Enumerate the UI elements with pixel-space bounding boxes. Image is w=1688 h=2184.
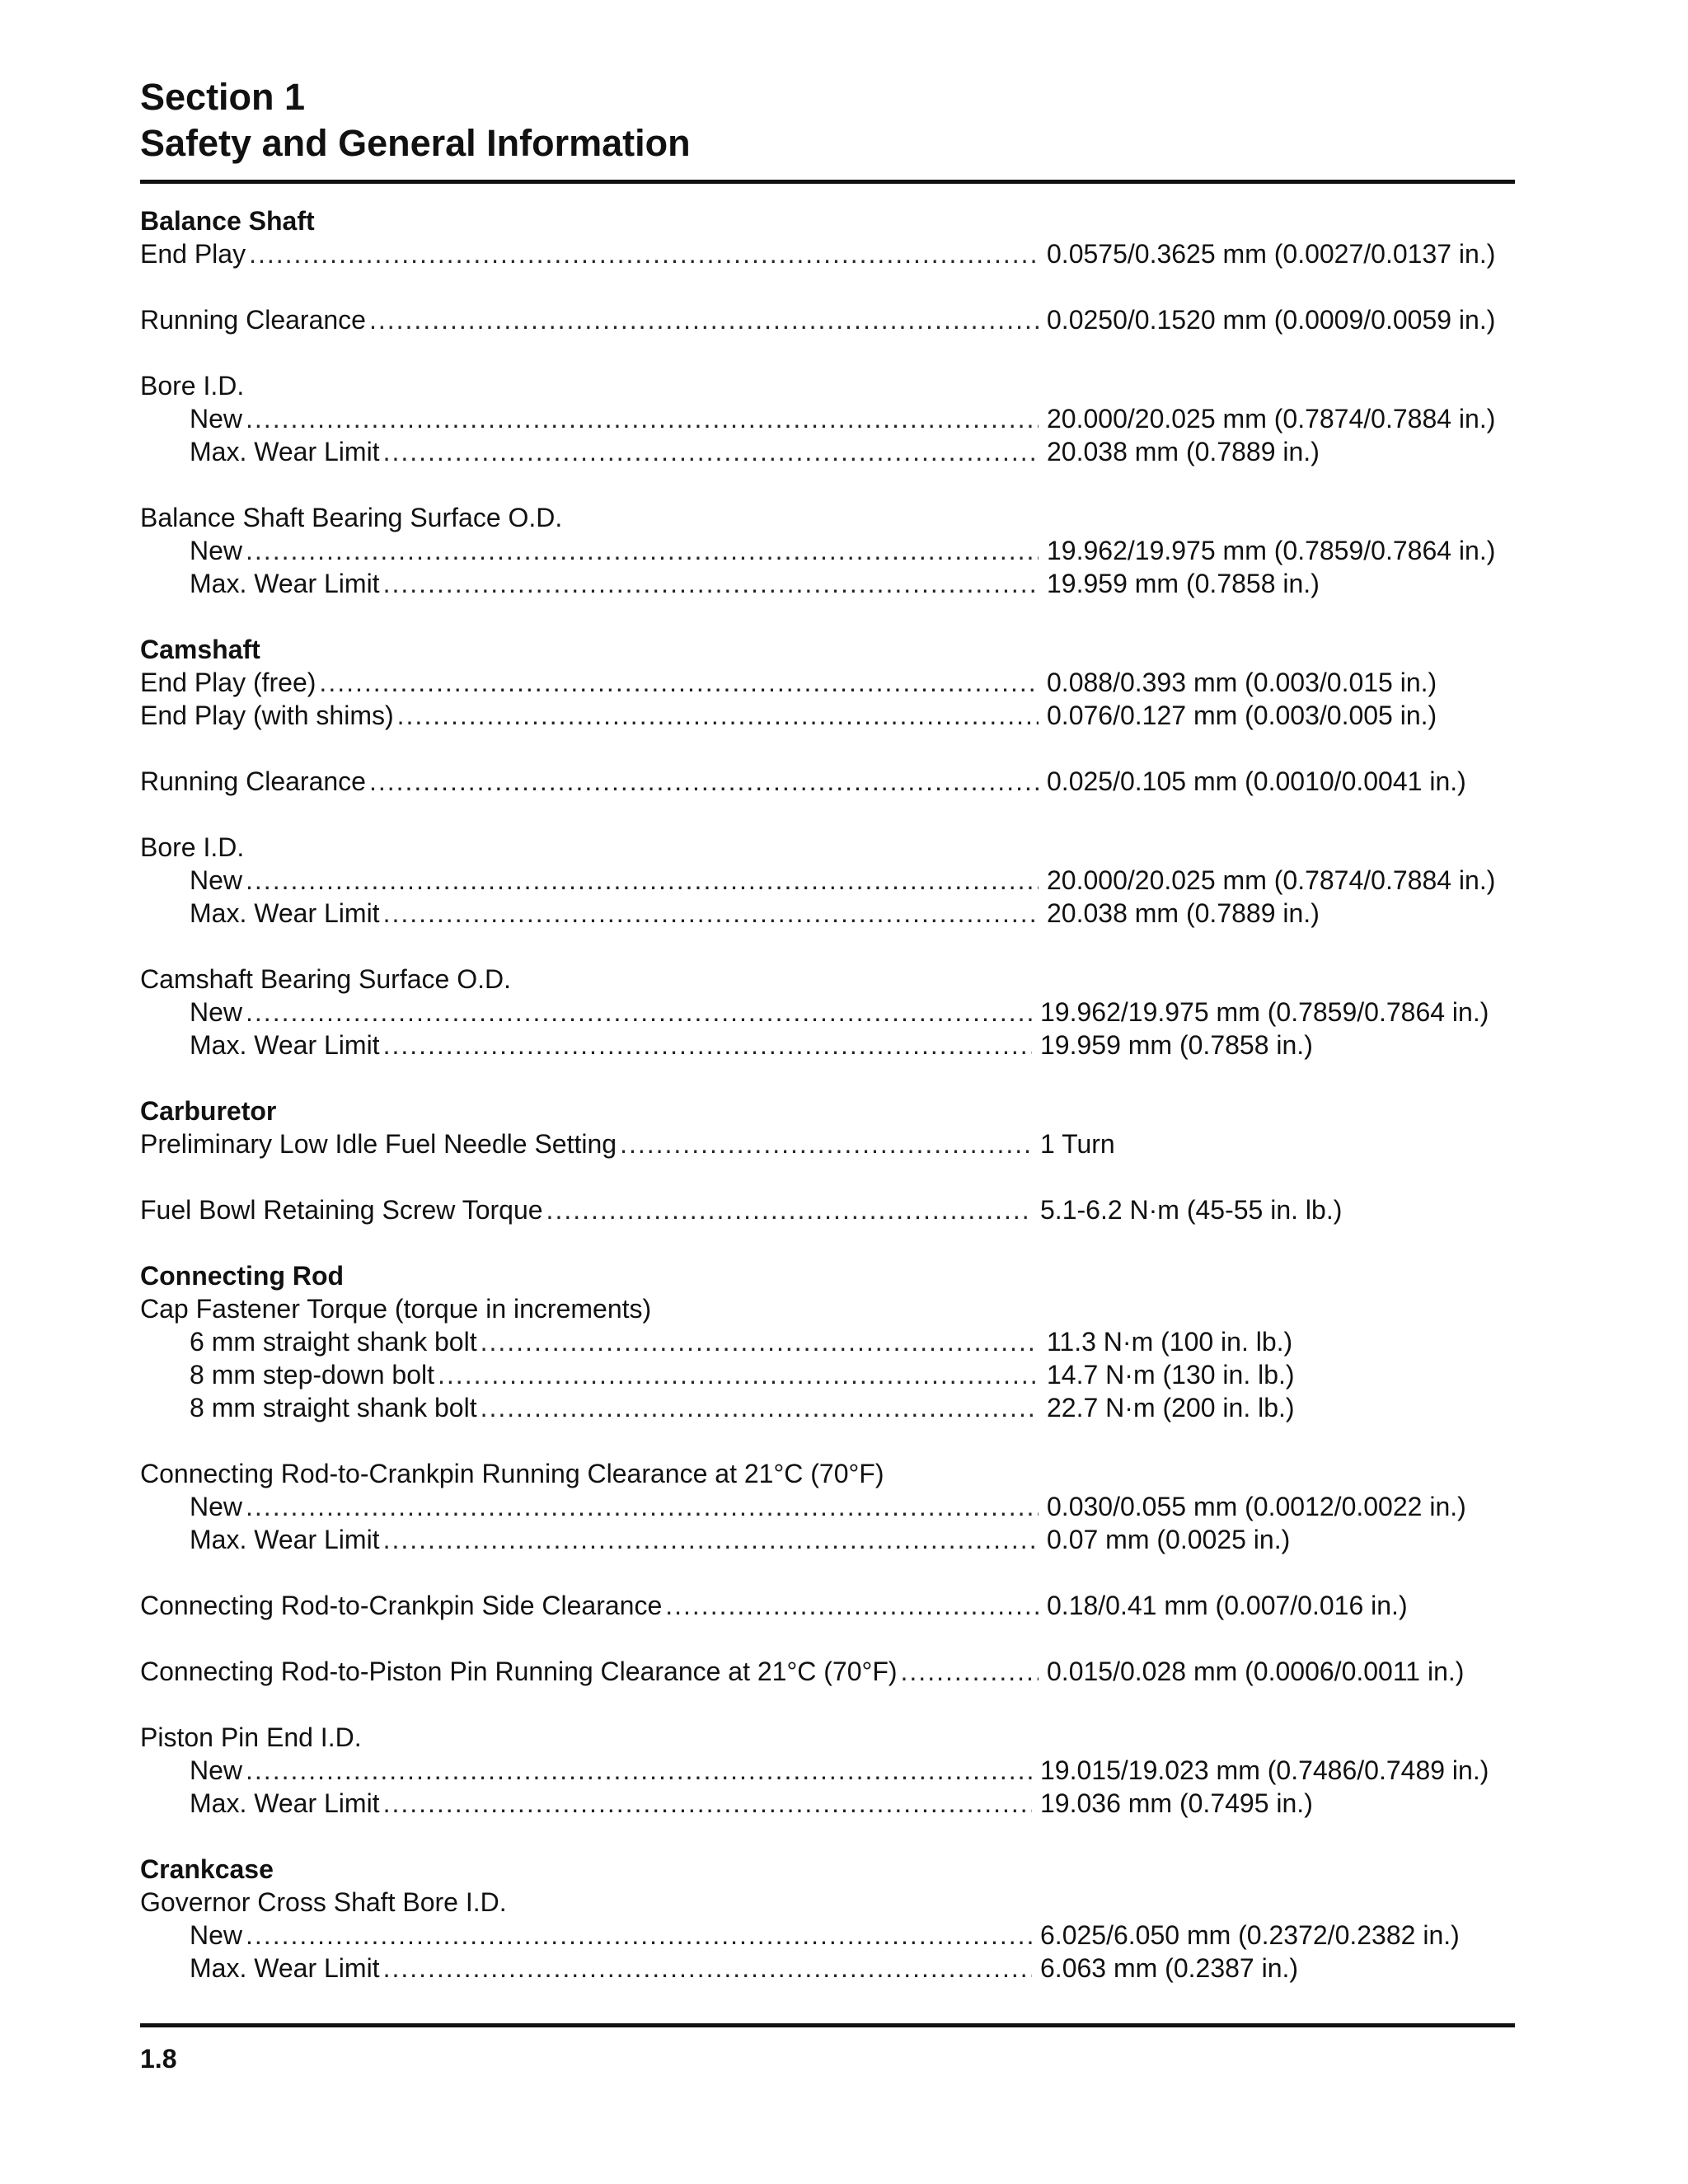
spec-value: 19.959 mm (0.7858 in.) <box>1047 569 1320 598</box>
leader-dots <box>369 303 1039 336</box>
spec-list <box>140 204 1525 1985</box>
spec-value: 0.07 mm (0.0025 in.) <box>1047 1525 1291 1554</box>
spec-label: Running Clearance <box>140 766 366 796</box>
spec-value: 19.015/19.023 mm (0.7486/0.7489 in.) <box>1040 1755 1489 1785</box>
spec-row <box>140 1325 1525 1358</box>
spec-label: End Play <box>140 239 246 269</box>
spec-value: 19.962/19.975 mm (0.7859/0.7864 in.) <box>1047 536 1496 565</box>
spec-row <box>140 897 1525 930</box>
heading-balance-shaft: Balance Shaft <box>140 206 315 236</box>
spec-row <box>140 534 1525 567</box>
spec-value: 22.7 N·m (200 in. lb.) <box>1047 1393 1295 1422</box>
spec-value: 5.1-6.2 N·m (45-55 in. lb.) <box>1040 1195 1343 1225</box>
spec-label: New <box>190 536 243 565</box>
spec-label: New <box>190 1920 243 1950</box>
leader-dots <box>481 1391 1039 1424</box>
spec-label: New <box>190 997 243 1027</box>
spec-row <box>140 237 1525 270</box>
leader-dots <box>481 1325 1039 1358</box>
spec-row <box>140 1127 1525 1160</box>
leader-dots <box>246 534 1039 567</box>
heading-camshaft: Camshaft <box>140 635 260 664</box>
leader-dots <box>546 1193 1032 1226</box>
spec-row <box>140 996 1525 1029</box>
leader-dots <box>246 1490 1039 1523</box>
spec-value: 19.036 mm (0.7495 in.) <box>1040 1788 1313 1818</box>
spec-label: 8 mm step-down bolt <box>190 1360 435 1390</box>
spec-label: New <box>190 1755 243 1785</box>
page-title <box>140 74 691 166</box>
spec-row <box>140 435 1525 468</box>
spec-value: 19.959 mm (0.7858 in.) <box>1040 1030 1313 1060</box>
spec-row <box>140 765 1525 798</box>
spec-label: Running Clearance <box>140 305 366 335</box>
spec-label: Fuel Bowl Retaining Screw Torque <box>140 1195 543 1225</box>
spec-label: End Play (free) <box>140 668 316 697</box>
leader-dots <box>383 435 1039 468</box>
spec-label: New <box>190 1492 243 1521</box>
section-title: Safety and General Information <box>140 122 691 164</box>
spec-group-label: Camshaft Bearing Surface O.D. <box>140 964 511 994</box>
spec-row <box>140 402 1525 435</box>
spec-row <box>140 1391 1525 1424</box>
leader-dots <box>369 765 1039 798</box>
spec-label: New <box>190 404 243 434</box>
section-number: Section 1 <box>140 76 306 118</box>
spec-row <box>140 567 1525 600</box>
leader-dots <box>383 1523 1039 1556</box>
spec-label: Connecting Rod-to-Crankpin Side Clearance <box>140 1591 663 1620</box>
spec-label: Max. Wear Limit <box>190 898 380 928</box>
spec-label: 6 mm straight shank bolt <box>190 1327 477 1357</box>
spec-row <box>140 864 1525 897</box>
spec-group-label: Piston Pin End I.D. <box>140 1722 362 1752</box>
leader-dots <box>397 699 1039 732</box>
spec-label: Preliminary Low Idle Fuel Needle Setting <box>140 1129 617 1159</box>
spec-label: Max. Wear Limit <box>190 1030 380 1060</box>
spec-value: 1 Turn <box>1040 1129 1115 1159</box>
spec-value: 14.7 N·m (130 in. lb.) <box>1047 1360 1295 1390</box>
page-number: 1.8 <box>140 2044 177 2074</box>
leader-dots <box>246 1919 1032 1952</box>
spec-value: 20.038 mm (0.7889 in.) <box>1047 437 1320 466</box>
spec-value: 0.025/0.105 mm (0.0010/0.0041 in.) <box>1047 766 1466 796</box>
leader-dots <box>901 1655 1039 1688</box>
spec-value: 11.3 N·m (100 in. lb.) <box>1047 1327 1293 1357</box>
spec-row <box>140 699 1525 732</box>
heading-connecting-rod: Connecting Rod <box>140 1261 345 1291</box>
leader-dots <box>249 237 1039 270</box>
spec-value: 0.088/0.393 mm (0.003/0.015 in.) <box>1047 668 1437 697</box>
spec-row <box>140 303 1525 336</box>
spec-row <box>140 666 1525 699</box>
leader-dots <box>246 402 1039 435</box>
spec-group-label: Connecting Rod-to-Crankpin Running Clearance at 21°C (70°F) <box>140 1459 884 1488</box>
spec-row <box>140 1919 1525 1952</box>
spec-row <box>140 1589 1525 1622</box>
spec-label: 8 mm straight shank bolt <box>190 1393 477 1422</box>
spec-label: Max. Wear Limit <box>190 1525 380 1554</box>
leader-dots <box>383 897 1039 930</box>
leader-dots <box>438 1358 1039 1391</box>
leader-dots <box>620 1127 1032 1160</box>
spec-label: New <box>190 865 243 895</box>
spec-value: 0.015/0.028 mm (0.0006/0.0011 in.) <box>1047 1657 1465 1686</box>
leader-dots <box>383 1952 1032 1985</box>
spec-group-label: Balance Shaft Bearing Surface O.D. <box>140 503 563 532</box>
spec-value: 6.063 mm (0.2387 in.) <box>1040 1953 1299 1983</box>
spec-label: Max. Wear Limit <box>190 1953 380 1983</box>
spec-row <box>140 1787 1525 1820</box>
spec-value: 0.0575/0.3625 mm (0.0027/0.0137 in.) <box>1047 239 1496 269</box>
spec-row <box>140 1358 1525 1391</box>
spec-label: Max. Wear Limit <box>190 569 380 598</box>
spec-value: 20.038 mm (0.7889 in.) <box>1047 898 1320 928</box>
leader-dots <box>383 1029 1032 1062</box>
spec-group-label: Cap Fastener Torque (torque in increments) <box>140 1294 652 1324</box>
leader-dots <box>246 864 1039 897</box>
header-rule <box>140 180 1515 184</box>
spec-group-label: Bore I.D. <box>140 371 245 401</box>
spec-value: 20.000/20.025 mm (0.7874/0.7884 in.) <box>1047 404 1496 434</box>
leader-dots <box>383 1787 1032 1820</box>
heading-carburetor: Carburetor <box>140 1096 277 1126</box>
spec-value: 6.025/6.050 mm (0.2372/0.2382 in.) <box>1040 1920 1460 1950</box>
spec-row <box>140 1754 1525 1787</box>
spec-row <box>140 1523 1525 1556</box>
spec-group-label: Governor Cross Shaft Bore I.D. <box>140 1887 507 1917</box>
leader-dots <box>665 1589 1039 1622</box>
spec-value: 0.18/0.41 mm (0.007/0.016 in.) <box>1047 1591 1408 1620</box>
spec-label: Connecting Rod-to-Piston Pin Running Clearance at 21°C (70°F) <box>140 1657 898 1686</box>
leader-dots <box>319 666 1039 699</box>
spec-label: Max. Wear Limit <box>190 437 380 466</box>
spec-row <box>140 1655 1525 1688</box>
leader-dots <box>246 1754 1032 1787</box>
spec-row <box>140 1952 1525 1985</box>
spec-value: 0.030/0.055 mm (0.0012/0.0022 in.) <box>1047 1492 1466 1521</box>
leader-dots <box>383 567 1039 600</box>
spec-group-label: Bore I.D. <box>140 832 245 862</box>
footer-rule <box>140 2023 1515 2027</box>
heading-crankcase: Crankcase <box>140 1854 274 1884</box>
spec-label: End Play (with shims) <box>140 701 394 730</box>
spec-row <box>140 1490 1525 1523</box>
spec-value: 19.962/19.975 mm (0.7859/0.7864 in.) <box>1040 997 1489 1027</box>
spec-value: 20.000/20.025 mm (0.7874/0.7884 in.) <box>1047 865 1496 895</box>
spec-label: Max. Wear Limit <box>190 1788 380 1818</box>
spec-row <box>140 1029 1525 1062</box>
leader-dots <box>246 996 1032 1029</box>
spec-value: 0.076/0.127 mm (0.003/0.005 in.) <box>1047 701 1437 730</box>
spec-row <box>140 1193 1525 1226</box>
spec-value: 0.0250/0.1520 mm (0.0009/0.0059 in.) <box>1047 305 1496 335</box>
